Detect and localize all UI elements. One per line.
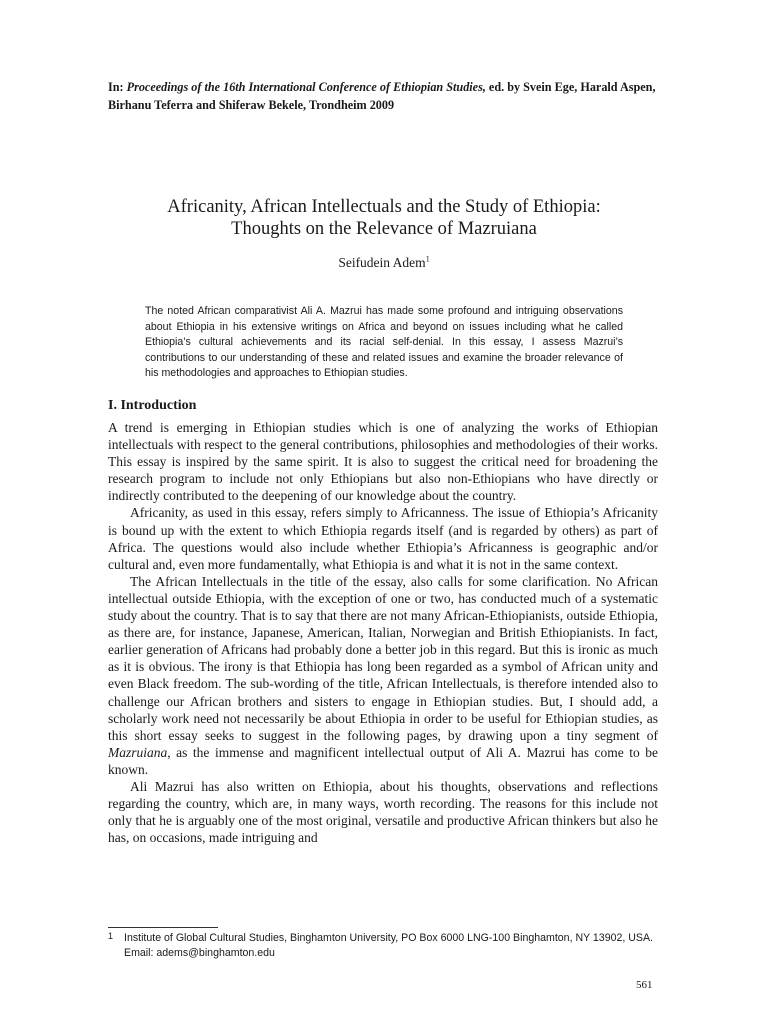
paragraph-3-italic: Mazruiana bbox=[108, 744, 168, 760]
body-text bbox=[108, 419, 658, 846]
paragraph-2: Africanity, as used in this essay, refers simply to Africanness. The issue of Ethiopia’s Africanity is bound up with the extent to which Ethiopia regards itself (and is regarded by others) as part of Africa. The questions would also include whether Ethiopia’s Africanness is geographic and/or cultural and, even more fundamentally, what Ethiopia is and what it is not in the same context. bbox=[108, 505, 658, 572]
footnote-marker: 1 bbox=[108, 931, 114, 941]
paragraph-3-text-a: The African Intellectuals in the title of the essay, also calls for some clarification. No African intellectual outside Ethiopia, with the exception of one or two, has conducted much of a systematic study about the country. That is to say that there are not many African-Ethiopianists, outside Ethiopia, as there are, for instance, Japanese, American, Italian, Norwegian and British Ethiopianists. In fact, earlier generation of Africans had probably done a better job in this regard. But this is ironic as much as it is obvious. The irony is that Ethiopia has long been regarded as a symbol of African unity and even Black freedom. The sub-wording of the title, African Intellectuals, is therefore intended also to challenge our African brothers and sisters to engage in Ethiopian studies. But, I should add, a scholarly work need not necessarily be about Ethiopia in order to be useful for Ethiopian studies, as this short essay seeks to suggest in the following pages, by drawing upon a tiny segment of bbox=[108, 573, 659, 743]
author-name: Seifudein Adem bbox=[338, 255, 426, 270]
author-line bbox=[108, 255, 660, 271]
title-line-2: Thoughts on the Relevance of Mazruiana bbox=[231, 219, 537, 239]
paragraph-4: Ali Mazrui has also written on Ethiopia, about his thoughts, observations and reflections regarding the country, which are, in many ways, worth recording. The reasons for this include not only that he is arguably one of the most original, versatile and productive African thinkers but also he has, on occasions, made intriguing and bbox=[108, 778, 658, 846]
paper-title bbox=[108, 196, 660, 240]
abstract: The noted African comparativist Ali A. Mazrui has made some profound and intriguing observations about Ethiopia in his extensive writings on Africa and beyond on issues including what he called Ethiopia’s cultural achievements and its racial self-denial. In this essay, I assess Mazrui’s contributions to our understanding of these and related issues and examine the broader relevance of his methodologies and approaches to Ethiopian studies. bbox=[145, 305, 623, 379]
title-line-1: Africanity, African Intellectuals and the Study of Ethiopia: bbox=[167, 197, 601, 217]
footnote-text: Institute of Global Cultural Studies, Binghamton University, PO Box 6000 LNG-100 Binghamton, NY 13902, USA. Email: adems@binghamton.edu bbox=[124, 932, 653, 959]
citation-proceedings: Proceedings of the 16th International Conference of Ethiopian Studies, bbox=[126, 80, 486, 94]
paragraph-3 bbox=[108, 573, 658, 778]
author-footnote-marker: 1 bbox=[425, 254, 430, 264]
footnote bbox=[108, 931, 658, 961]
citation-editors: ed. by Svein Ege, Harald Aspen, Birhanu Teferra and Shiferaw Bekele, Trondheim 2009 bbox=[108, 80, 656, 112]
page-number: 561 bbox=[636, 979, 653, 991]
paragraph-3-text-b: , as the immense and magnificent intellectual output of Ali A. Mazrui has come to be known. bbox=[108, 744, 658, 777]
section-heading: I. Introduction bbox=[108, 398, 197, 413]
citation-prefix: In: bbox=[108, 80, 127, 94]
citation-header bbox=[108, 78, 658, 114]
footnote-divider bbox=[108, 927, 218, 928]
paragraph-1: A trend is emerging in Ethiopian studies which is one of analyzing the works of Ethiopian intellectuals with respect to the general contributions, philosophies and methodologies of their works. This essay is inspired by the same spirit. It is also to suggest the critical need for broadening the research program to include not only Ethiopians but also non-Ethiopians who have directly or indirectly contributed to the deepening of our knowledge about the country. bbox=[108, 420, 658, 504]
